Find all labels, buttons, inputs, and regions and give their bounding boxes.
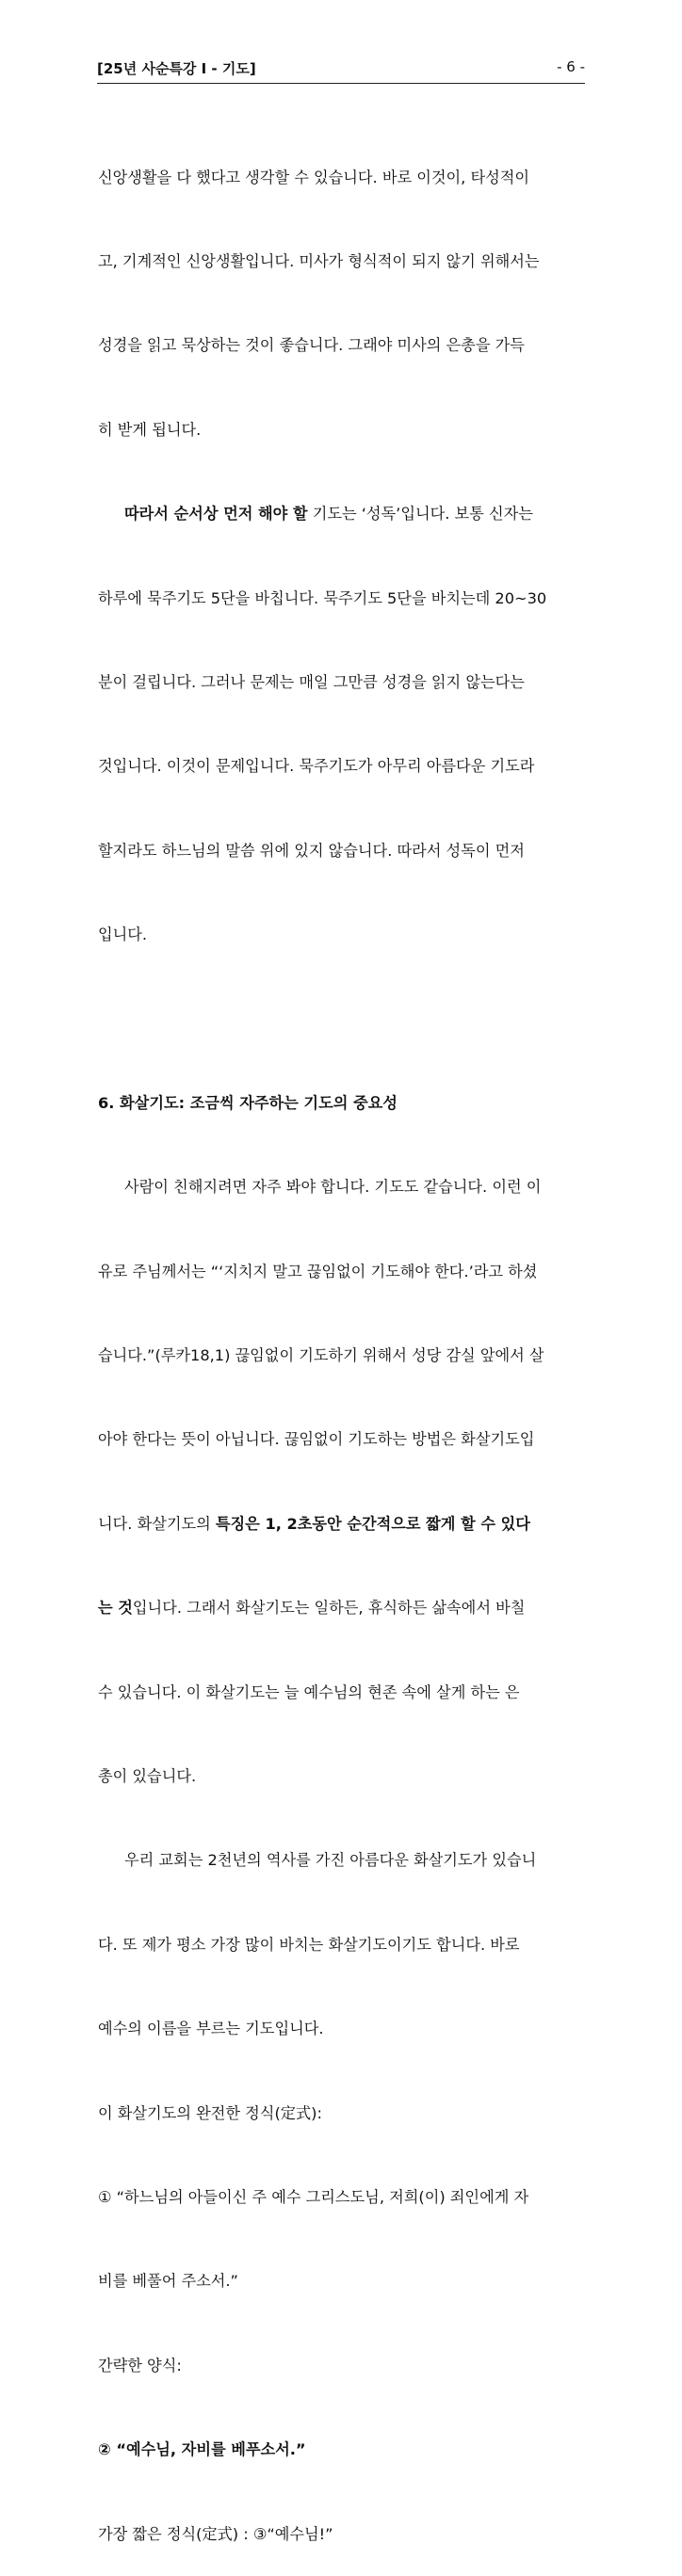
text-line: 아야 한다는 뜻이 아닙니다. 끊임없이 기도하는 방법은 화살기도입 bbox=[98, 1430, 535, 1449]
page-header bbox=[97, 58, 585, 87]
text-line bbox=[98, 1594, 584, 1622]
text-segment: 기도는 ‘성독’입니다. 보통 신자는 bbox=[307, 505, 533, 523]
text-line: 비를 베풀어 주소서.” bbox=[98, 2272, 238, 2291]
text-line: 우리 교회는 2천년의 역사를 가진 아름다운 화살기도가 있습니 bbox=[124, 1851, 537, 1870]
text-line: 입니다. bbox=[98, 926, 148, 944]
emphasis-text: 따라서 순서상 먼저 해야 할 bbox=[124, 505, 308, 523]
text-line: 고, 기계적인 신앙생활입니다. 미사가 형식적이 되지 않기 위해서는 bbox=[98, 251, 540, 270]
text-segment: 입니다. 그래서 화살기도는 일하든, 휴식하든 삶속에서 바칠 bbox=[132, 1599, 526, 1618]
page-number: - 6 - bbox=[557, 58, 585, 75]
text-line: 예수의 이름을 부르는 기도입니다. bbox=[98, 2020, 324, 2038]
text-line: 간략한 양식: bbox=[98, 2356, 182, 2375]
emphasis-line: ② “예수님, 자비를 베푸소서.” bbox=[98, 2440, 306, 2459]
text-line bbox=[98, 500, 584, 528]
section-heading: 6. 화살기도: 조금씩 자주하는 기도의 중요성 bbox=[98, 1093, 398, 1112]
text-line: 다. 또 제가 평소 가장 많이 바치는 화살기도이기도 합니다. 바로 bbox=[98, 1935, 520, 1954]
text-line: 총이 있습니다. bbox=[98, 1767, 197, 1786]
text-line: 성경을 읽고 묵상하는 것이 좋습니다. 그래야 미사의 은총을 가득 bbox=[98, 336, 525, 355]
text-line: 이 화살기도의 완전한 정식(定式): bbox=[98, 2103, 322, 2122]
text-line: ① “하느님의 아들이신 주 예수 그리스도님, 저희(이) 죄인에게 자 bbox=[98, 2187, 529, 2206]
text-line: 히 받게 됩니다. bbox=[98, 420, 202, 439]
text-line: 습니다.”(루카18,1) 끊임없이 기도하기 위해서 성당 감실 앞에서 살 bbox=[98, 1346, 544, 1365]
text-line: 하루에 묵주기도 5단을 바칩니다. 묵주기도 5단을 바치는데 20~30 bbox=[98, 588, 547, 607]
text-line: 것입니다. 이것이 문제입니다. 묵주기도가 아무리 아름다운 기도라 bbox=[98, 757, 535, 776]
text-line: 신앙생활을 다 했다고 생각할 수 있습니다. 바로 이것이, 타성적이 bbox=[98, 168, 530, 186]
text-line: 분이 걸립니다. 그러나 문제는 매일 그만큼 성경을 읽지 않는다는 bbox=[98, 672, 525, 691]
header-title: [25년 사순특강 Ⅰ - 기도] bbox=[97, 60, 256, 77]
emphasis-text: 특징은 1, 2초동안 순간적으로 짧게 할 수 있다 bbox=[215, 1514, 530, 1533]
text-line bbox=[98, 1510, 584, 1538]
text-line: 할지라도 하느님의 말씀 위에 있지 않습니다. 따라서 성독이 먼저 bbox=[98, 841, 525, 860]
header-divider bbox=[97, 83, 585, 84]
emphasis-text: 는 것 bbox=[98, 1599, 133, 1618]
document-body bbox=[98, 107, 584, 2576]
text-line: 유로 주님께서는 “‘지치지 말고 끊임없이 기도해야 한다.’라고 하셨 bbox=[98, 1262, 538, 1280]
text-line: 수 있습니다. 이 화살기도는 늘 예수님의 현존 속에 살게 하는 은 bbox=[98, 1682, 520, 1701]
text-line: 사람이 친해지려면 자주 봐야 합니다. 기도도 같습니다. 이런 이 bbox=[124, 1178, 542, 1197]
text-line: 가장 짧은 정식(定式) : ③“예수님!” bbox=[98, 2524, 333, 2543]
paragraph-spacer bbox=[98, 1006, 584, 1034]
text-segment: 니다. 화살기도의 bbox=[98, 1514, 216, 1533]
